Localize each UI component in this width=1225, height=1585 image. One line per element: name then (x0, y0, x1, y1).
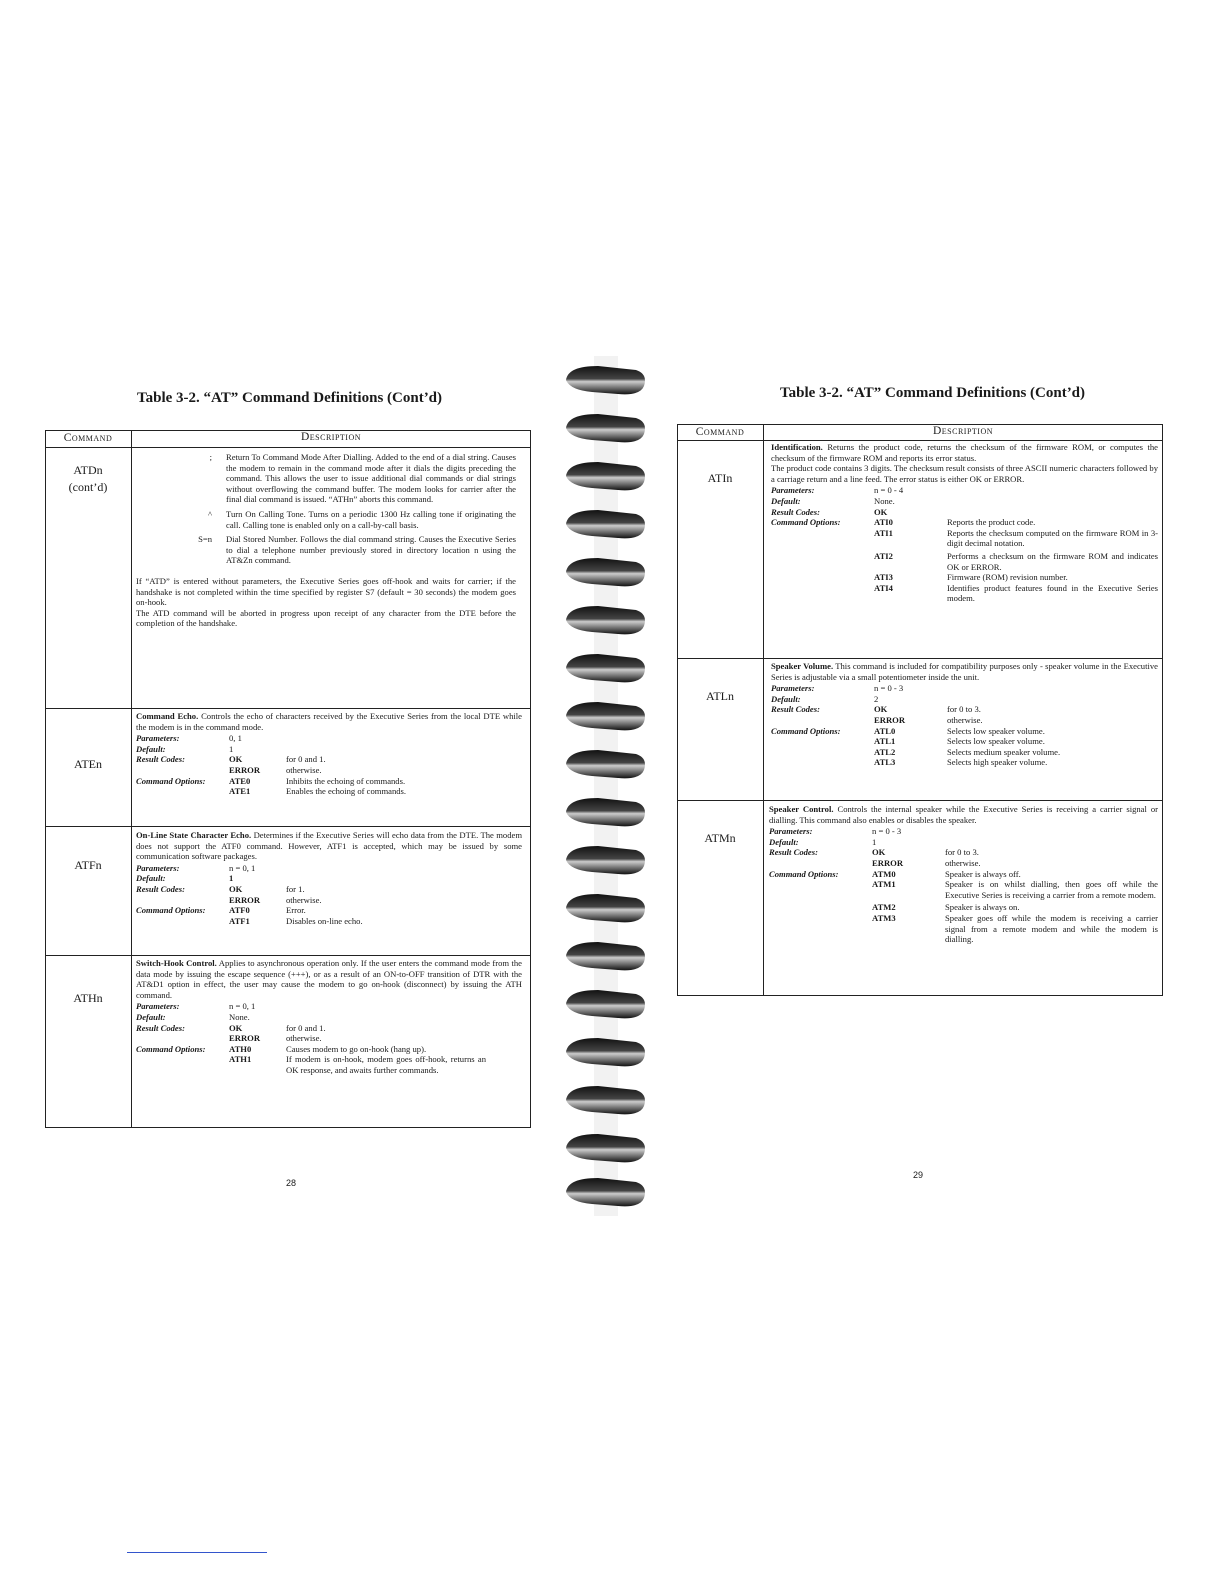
coil (566, 606, 645, 634)
param-row: Command Options: ATF0 Error. (136, 905, 306, 916)
param-row: ERROR otherwise. (229, 894, 322, 905)
coil (566, 462, 645, 490)
command-cell: ATMn (704, 831, 736, 845)
param-row: Result Codes: OK for 1. (136, 883, 305, 894)
param-row: ATF1 Disables on-line echo. (229, 915, 363, 926)
param-row: Command Options: ATH0 Causes modem to go on-hook (hang up). (136, 1043, 427, 1054)
description-cell: Speaker Volume. This command is included for compatibility purposes only - speaker volume in the Executive Series is adjustable via a small potentiometer inside the unit. Parameters: n = 0 - 3 Default: 2 Result Codes: OK for 0 to 3. ERROR otherwise. Command Options: ATL0 Selects low speaker volume. ATL1 Selects low speaker volume. ATL2 Selects medium speaker volume. ATL3 Selects high speaker volume. (771, 661, 1158, 768)
coil (566, 366, 645, 394)
command-cell: ATLn (706, 689, 734, 703)
param-row: Command Options: ATM0 Speaker is always off. (769, 868, 1021, 879)
dial-modifier-item: ; Return To Command Mode After Dialling. Added to the end of a dial string. Causes the modem to remain in the command mode after it dials the digits preceding the command. This allows the user to issue additional dial commands or dial strings without overflowing the command buffer. The modem looks for carrier after the final dial command is issued. “ATHn” aborts this command. (209, 452, 516, 505)
coil (566, 414, 645, 442)
param-row: Command Options: ATL0 Selects low speaker volume. (771, 725, 1045, 736)
param-row: ATM2 Speaker is always on. (872, 902, 1020, 913)
note: The ATD command will be aborted in progress upon receipt of any character from the DTE before the completion of the handshake. (136, 607, 516, 629)
description-cell: Identification. Returns the product code, returns the checksum of the firmware ROM, or computes the checksum of the firmware ROM and reports its error status. The product code contains 3 digits. The checksum result consists of three ASCII numeric characters followed by a carriage return and a line feed. The error status is either OK or ERROR. Parameters: n = 0 - 4 Default: None. Result Codes: OK Command Options: ATI0 Reports the product code. ATI1 Reports the checksum computed on the firmware ROM in 3-digit decimal notation. ATI2 Performs a checksum on the firmware ROM and indicates OK or ERROR. ATI3 Firmware (ROM) revision number. ATI4 Identifies product features found in the Executive Series modem. (771, 442, 1158, 604)
coil (566, 1038, 645, 1066)
param-row: ERROR otherwise. (872, 857, 981, 868)
right-column-divider (763, 424, 764, 996)
command-cell: ATHn (73, 991, 103, 1005)
dial-modifier-item: S=n Dial Stored Number. Follows the dial command string. Causes the Executive Series to dial a telephone number previously stored in directory location n using the AT&Zn command. (198, 534, 516, 566)
param-row: Parameters: n = 0, 1 (136, 1001, 256, 1012)
param-row: ATE1 Enables the echoing of commands. (229, 786, 407, 797)
param-row: Result Codes: OK for 0 and 1. (136, 754, 326, 765)
param-row: ATI2 Performs a checksum on the firmware ROM and indicates OK or ERROR. (874, 550, 1158, 572)
param-row: Result Codes: OK for 0 to 3. (769, 847, 979, 858)
coil (566, 894, 645, 922)
command-cell: ATEn (74, 757, 102, 771)
coil (566, 1178, 645, 1206)
param-row: ATL1 Selects low speaker volume. (874, 736, 1045, 747)
description-cell: Speaker Control. Controls the internal speaker while the Executive Series is receiving a carrier signal or dialling. This command also enables or disables the speaker. Parameters: n = 0 - 3 Default: 1 Result Codes: OK for 0 to 3. ERROR otherwise. Command Options: ATM0 Speaker is always off. ATM1 Speaker is on whilst dialling, then goes off while the Executive Series is receiving a carrier from a remote modem. ATM2 Speaker is always on. ATM3 Speaker goes off while the modem is receiving a carrier signal from a remote modem and while the modem is dialling. (769, 804, 1158, 945)
param-row: ERROR otherwise. (229, 1033, 322, 1044)
param-row: ERROR otherwise. (229, 764, 322, 775)
page-number-left: 28 (286, 1178, 297, 1188)
dial-modifier-item: ^ Turn On Calling Tone. Turns on a periodic 1300 Hz calling tone if originating the call. Calling tone is enabled only on a call-by-call basis. (207, 508, 516, 530)
param-row: ERROR otherwise. (874, 714, 983, 725)
left-column-divider (131, 430, 132, 1128)
param-row: Result Codes: OK for 0 to 3. (771, 704, 981, 715)
param-row: Parameters: n = 0 - 4 (771, 485, 904, 496)
coil (566, 846, 645, 874)
param-row: Parameters: n = 0 - 3 (769, 826, 902, 837)
coil (566, 1134, 645, 1162)
param-row: Parameters: n = 0, 1 (136, 862, 256, 873)
param-row: Command Options: ATE0 Inhibits the echoing of commands. (136, 775, 406, 786)
param-row: Parameters: n = 0 - 3 (771, 683, 904, 694)
coil (566, 750, 645, 778)
description-cell: Command Echo. Controls the echo of characters received by the Executive Series from the local DTE while the modem is in the command mode. Parameters: 0, 1 Default: 1 Result Codes: OK for 0 and 1. ERROR otherwise. Command Options: ATE0 Inhibits the echoing of commands. ATE1 Enables the echoing of commands. (136, 711, 522, 797)
description-cell: On-Line State Character Echo. Determines if the Executive Series will echo data from the DTE. The modem does not support the ATF0 command. However, ATF1 is accepted, which may be issued by some communication software packages. Parameters: n = 0, 1 Default: 1 Result Codes: OK for 1. ERROR otherwise. Command Options: ATF0 Error. ATF1 Disables on-line echo. (136, 830, 522, 926)
param-row: Default: None. (771, 495, 895, 506)
param-row: Command Options: ATI0 Reports the product code. (771, 517, 1036, 528)
command-cell: ATFn (74, 858, 102, 872)
spiral-binding (558, 356, 654, 1216)
description-cell (136, 452, 516, 629)
param-row: Result Codes: OK (771, 506, 888, 517)
param-row: Default: 1 (136, 743, 234, 754)
param-row: ATI1 Reports the checksum computed on the firmware ROM in 3-digit decimal notation. (874, 527, 1158, 549)
coil (566, 510, 645, 538)
command-cell: ATDn (cont’d) (68, 463, 108, 494)
param-row: Default: 1 (136, 873, 234, 884)
right-table-title: Table 3-2. “AT” Command Definitions (Cont’d) (780, 385, 1086, 401)
coil (566, 1086, 645, 1114)
left-header-description: Description (300, 431, 362, 443)
left-header-command: Command (63, 432, 113, 444)
param-row: Default: 2 (771, 693, 879, 704)
param-row: ATM1 Speaker is on whilst dialling, then goes off while the Executive Series is receiving a carrier from a remote modem. (872, 879, 1158, 900)
param-row: Parameters: 0, 1 (136, 733, 242, 744)
coil (566, 798, 645, 826)
note: If “ATD” is entered without parameters, the Executive Series goes off-hook and waits for carrier; if the handshake is not completed within the time specified by register S7 (default = 30 seconds) the modem goes on-hook. (136, 575, 516, 608)
page-number-right: 29 (913, 1170, 924, 1180)
left-table-title: Table 3-2. “AT” Command Definitions (Cont’d) (137, 390, 443, 406)
param-row: ATI3 Firmware (ROM) revision number. (874, 572, 1068, 583)
description-cell: Switch-Hook Control. Applies to asynchronous operation only. If the user enters the command mode from the data mode by issuing the escape sequence (+++), or as a result of an ON-to-OFF transition of DTR with the AT&D1 option in effect, the user may cause the modem to go on-hook (disconnect) by issuing the ATH command. Parameters: n = 0, 1 Default: None. Result Codes: OK for 0 and 1. ERROR otherwise. Command Options: ATH0 Causes modem to go on-hook (hang up). ATH1 If modem is on-hook, modem goes off-hook, returns an OK response, and awaits further commands. (136, 958, 522, 1075)
coil (566, 990, 645, 1018)
coil (566, 558, 645, 586)
param-row: Default: None. (136, 1011, 250, 1022)
param-row: ATI4 Identifies product features found in the Executive Series modem. (874, 582, 1158, 604)
right-header-description: Description (932, 425, 994, 437)
param-row: Default: 1 (769, 836, 877, 847)
param-row: Result Codes: OK for 0 and 1. (136, 1022, 326, 1033)
param-row: ATH1 If modem is on-hook, modem goes off-hook, returns an OK response, and awaits further commands. (229, 1054, 486, 1075)
coil (566, 702, 645, 730)
param-row: ATL3 Selects high speaker volume. (874, 757, 1048, 768)
blue-rule (127, 1552, 267, 1553)
right-header-command: Command (695, 426, 745, 438)
param-row: ATL2 Selects medium speaker volume. (874, 746, 1061, 757)
coil (566, 942, 645, 970)
param-row: ATM3 Speaker goes off while the modem is receiving a carrier signal from a remote modem and while the modem is dialling. (872, 912, 1158, 945)
command-cell: ATIn (707, 471, 733, 485)
coil (566, 654, 645, 682)
